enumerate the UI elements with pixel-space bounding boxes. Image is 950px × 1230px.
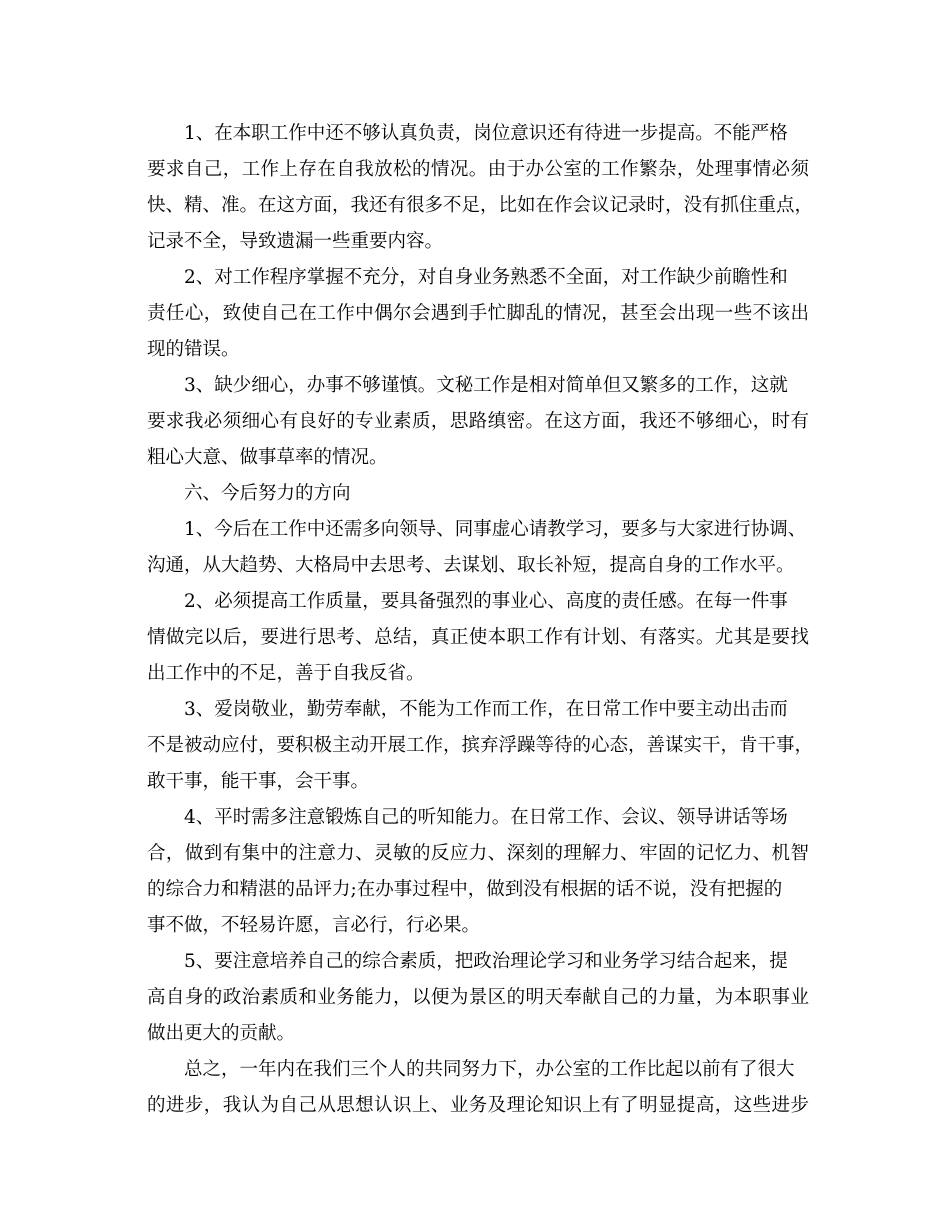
line-text: 责任心，致使自己在工作中偶尔会遇到手忙脚乱的情况，甚至会出现一些不该出	[147, 303, 809, 324]
text-line	[0, 260, 950, 296]
text-line	[0, 728, 950, 764]
text-line	[0, 116, 950, 152]
text-line	[0, 296, 950, 332]
text-line	[0, 836, 950, 872]
line-text: 4、平时需多注意锻炼自己的听知能力。在日常工作、会议、领导讲话等场	[184, 807, 788, 828]
line-text: 总之，一年内在我们三个人的共同努力下，办公室的工作比起以前有了很大	[184, 1059, 795, 1080]
text-line	[0, 440, 950, 476]
text-line	[0, 620, 950, 656]
text-line	[0, 872, 950, 908]
line-text: 情做完以后，要进行思考、总结，真正使本职工作有计划、有落实。尤其是要找	[147, 627, 809, 648]
line-text: 要求我必须细心有良好的专业素质，思路缜密。在这方面，我还不够细心，时有	[147, 411, 809, 432]
line-text: 3、缺少细心，办事不够谨慎。文秘工作是相对简单但又繁多的工作，这就	[184, 375, 788, 396]
line-text: 沟通，从大趋势、大格局中去思考、去谋划、取长补短，提高自身的工作水平。	[147, 555, 795, 576]
line-text: 粗心大意、做事草率的情况。	[147, 447, 388, 468]
line-text: 不是被动应付，要积极主动开展工作，摈弃浮躁等待的心态，善谋实干，肯干事，	[147, 735, 814, 756]
line-text: 1、在本职工作中还不够认真负责，岗位意识还有待进一步提高。不能严格	[184, 123, 788, 144]
line-text: 做出更大的贡献。	[147, 1023, 296, 1044]
text-line	[0, 368, 950, 404]
text-line	[0, 656, 950, 692]
text-line	[0, 1052, 950, 1088]
line-text: 要求自己，工作上存在自我放松的情况。由于办公室的工作繁杂，处理事情必须	[147, 159, 809, 180]
line-text: 合，做到有集中的注意力、灵敏的反应力、深刻的理解力、牢固的记忆力、机智	[147, 843, 809, 864]
text-line	[0, 584, 950, 620]
line-text: 3、爱岗敬业，勤劳奉献，不能为工作而工作，在日常工作中要主动出击而	[184, 699, 788, 720]
section-heading	[0, 476, 950, 512]
text-line	[0, 404, 950, 440]
line-text: 敢干事，能干事，会干事。	[147, 771, 370, 792]
text-line	[0, 332, 950, 368]
line-text: 的进步，我认为自己从思想认识上、业务及理论知识上有了明显提高，这些进步	[147, 1095, 809, 1116]
text-line	[0, 980, 950, 1016]
text-line	[0, 512, 950, 548]
text-line	[0, 224, 950, 260]
text-line	[0, 188, 950, 224]
text-line	[0, 152, 950, 188]
line-text: 出工作中的不足，善于自我反省。	[147, 663, 425, 684]
line-text: 快、精、准。在这方面，我还有很多不足，比如在作会议记录时，没有抓住重点，	[147, 195, 814, 216]
line-text: 1、今后在工作中还需多向领导、同事虚心请教学习，要多与大家进行协调、	[184, 519, 807, 540]
text-line	[0, 800, 950, 836]
line-text: 记录不全，导致遗漏一些重要内容。	[147, 231, 444, 252]
line-text: 事不做，不轻易许愿，言必行，行必果。	[147, 915, 481, 936]
text-line	[0, 692, 950, 728]
line-text: 2、必须提高工作质量，要具备强烈的事业心、高度的责任感。在每一件事	[184, 591, 788, 612]
line-text: 高自身的政治素质和业务能力，以便为景区的明天奉献自己的力量，为本职事业	[147, 987, 809, 1008]
line-text: 现的错误。	[147, 339, 240, 360]
text-line	[0, 1016, 950, 1052]
text-line	[0, 944, 950, 980]
line-text: 5、要注意培养自己的综合素质，把政治理论学习和业务学习结合起来，提	[184, 951, 788, 972]
text-line	[0, 548, 950, 584]
line-text: 的综合力和精湛的品评力;在办事过程中，做到没有根据的话不说，没有把握的	[147, 879, 783, 900]
text-line	[0, 1088, 950, 1124]
section-heading-text: 六、今后努力的方向	[184, 483, 351, 504]
line-text: 2、对工作程序掌握不充分，对自身业务熟悉不全面，对工作缺少前瞻性和	[184, 267, 788, 288]
text-line	[0, 764, 950, 800]
text-line	[0, 908, 950, 944]
